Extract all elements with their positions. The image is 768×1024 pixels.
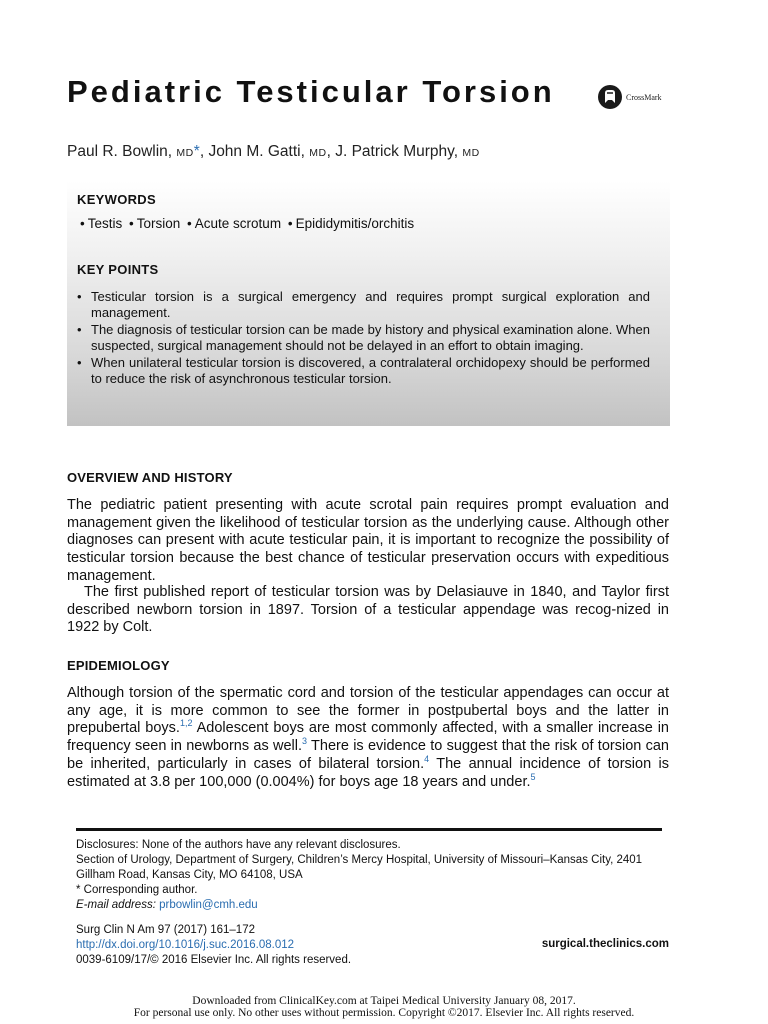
journal-site-link[interactable]: surgical.theclinics.com [541,938,669,950]
author-degree: MD [309,147,327,159]
corresponding-author-mark[interactable]: * [193,143,200,160]
key-point: • Testicular torsion is a surgical emergency and requires prompt surgical exploration and management. [77,289,650,320]
author-degree: MD [462,147,480,159]
copyright: 0039-6109/17/© 2016 Elsevier Inc. All rights reserved. [76,954,352,966]
author-name: John M. Gatti, [208,143,310,160]
email-link[interactable]: prbowlin@cmh.edu [159,899,258,911]
author-degree: MD [176,147,194,159]
email-line [76,898,668,913]
author-list [67,143,480,161]
keywords-keypoints-box [67,181,670,426]
keyword: Testis [87,216,123,231]
footnotes [76,838,668,913]
author-separator: , [326,143,336,160]
journal-info [76,923,351,968]
reference-link[interactable]: 4 [424,753,430,764]
reference-link[interactable]: 1,2 [179,718,193,729]
download-line: Downloaded from ClinicalKey.com at Taipei Medical University January 08, 2017. [192,995,576,1007]
keyword: Acute scrotum [194,216,282,231]
epidemiology-paragraph: Although torsion of the spermatic cord and torsion of the testicular appendages can occur at any age, it is more common to see the former in postpubertal boys and the latter in prepubertal boys.$^{1,2}$ Adolescent boys are most commonly affected, with a smaller increase in frequency seen in newborns as well.$^3$ There is evidence to suggest that the risk of torsion can be inherited, particularly in cases of bilateral torsion.$^4$ The annual incidence of torsion is estimated at 3.8 per 100,000 (0.004%) for boys age 18 years and under.$^5$ [67,685,669,790]
email-label: E-mail address: [76,899,156,911]
keywords-list: • Testis • Torsion • Acute scrotum • Epididymitis/orchitis [80,216,415,231]
crossmark-icon [597,84,623,110]
author-name: J. Patrick Murphy, [335,143,463,160]
author-name: Paul R. Bowlin, [67,143,177,160]
journal-citation: Surg Clin N Am 97 (2017) 161–172 [76,924,255,936]
permission-line: For personal use only. No other uses without permission. Copyright ©2017. Elsevier Inc. All rights reserved. [133,1007,635,1019]
corresponding-author: * Corresponding author. [76,884,198,896]
crossmark-badge[interactable] [597,84,662,110]
keyword: Epididymitis/orchitis [295,216,415,231]
crossmark-label: CrossMark [626,92,662,102]
keywords-heading: KEYWORDS [77,192,156,207]
overview-paragraph-2: The first published report of testicular torsion was by Delasiauve in 1840, and Taylor first described newborn torsion in 1897. Torsion of a testicular appendage was recog-nized in 1922 by Colt. [67,584,669,636]
footnote-divider [76,828,662,831]
disclosures: Disclosures: None of the authors have any relevant disclosures. [76,839,401,851]
overview-paragraph-1: The pediatric patient presenting with acute scrotal pain requires prompt evaluation and management given the likelihood of testicular torsion as the underlying cause. Although other diagnoses can present with acute testicular pain, it is important to recognize the possibility of testicular torsion because the best chance of testicular preservation occurs with expeditious management. [67,497,669,584]
overview-heading: OVERVIEW AND HISTORY [67,470,233,485]
key-points-list [77,289,650,388]
key-points-heading: KEY POINTS [77,262,159,277]
reference-link[interactable]: 3 [302,736,308,747]
affiliation: Section of Urology, Department of Surgery, Children’s Mercy Hospital, University of Missouri–Kansas City, 2401 Gillham Road, Kansas City, MO 64108, USA [76,854,643,881]
download-notice [0,995,768,1019]
reference-link[interactable]: 5 [530,771,536,782]
key-point: • The diagnosis of testicular torsion can be made by history and physical examination alone. When suspected, surgical management should not be delayed in an effort to obtain imaging. [77,322,650,353]
keyword: Torsion [136,216,181,231]
article-title: Pediatric Testicular Torsion [67,74,555,109]
epidemiology-heading: EPIDEMIOLOGY [67,658,170,673]
key-point: • When unilateral testicular torsion is discovered, a contralateral orchidopexy should be performed to reduce the risk of asynchronous testicular torsion. [77,355,650,386]
author-separator: , [199,143,209,160]
doi-link[interactable]: http://dx.doi.org/10.1016/j.suc.2016.08.012 [76,939,295,951]
